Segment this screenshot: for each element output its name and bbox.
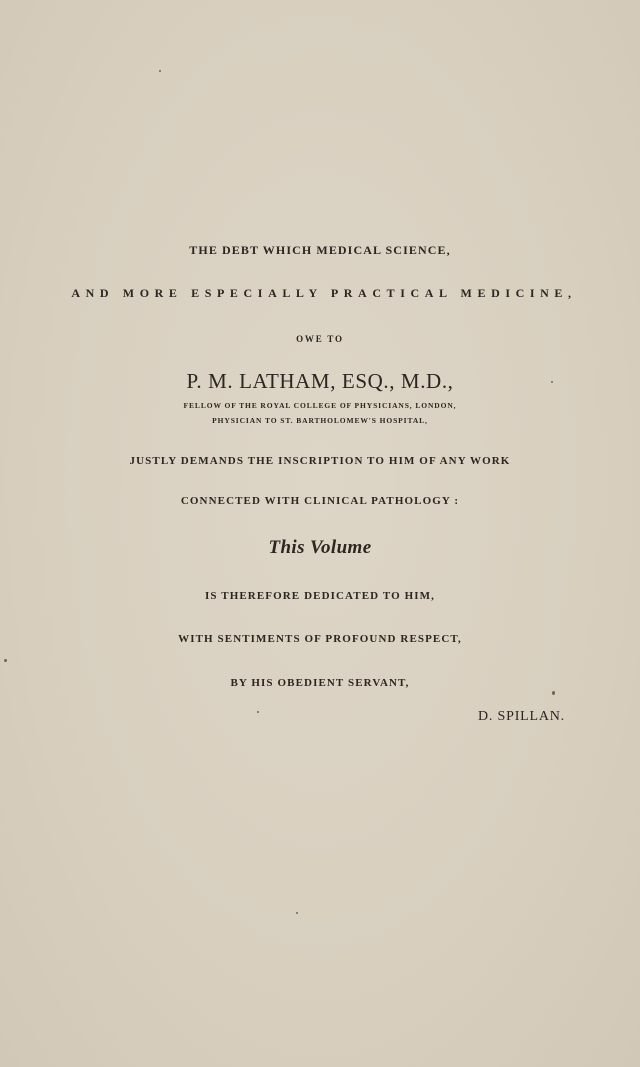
dedication-line-6: IS THEREFORE DEDICATED TO HIM, — [205, 590, 435, 602]
paper-speck — [551, 381, 553, 383]
dedicatee-title-1: FELLOW OF THE ROYAL COLLEGE OF PHYSICIANS, LONDON, — [183, 401, 457, 410]
dedication-line-7: WITH SENTIMENTS OF PROFOUND RESPECT, — [178, 633, 462, 645]
paper-speck — [4, 659, 7, 662]
dedication-line-8: BY HIS OBEDIENT SERVANT, — [230, 677, 410, 689]
dedicatee-title-2: PHYSICIAN TO ST. BARTHOLOMEW'S HOSPITAL, — [212, 416, 428, 425]
dedication-line-1: THE DEBT WHICH MEDICAL SCIENCE, — [189, 243, 451, 257]
dedication-line-4: JUSTLY DEMANDS THE INSCRIPTION TO HIM OF ANY WORK — [129, 455, 511, 467]
dedication-line-2: AND MORE ESPECIALLY PRACTICAL MEDICINE, — [71, 286, 577, 300]
paper-speck — [552, 691, 555, 695]
dedication-line-5: CONNECTED WITH CLINICAL PATHOLOGY : — [180, 495, 460, 507]
paper-speck — [159, 70, 161, 72]
volume-heading: This Volume — [268, 537, 372, 558]
signature: D. SPILLAN. — [478, 709, 565, 724]
dedication-line-3: OWE TO — [296, 334, 344, 344]
paper-speck — [257, 711, 259, 713]
paper-speck — [296, 912, 298, 914]
dedicatee-name: P. M. LATHAM, ESQ., M.D., — [186, 369, 454, 393]
